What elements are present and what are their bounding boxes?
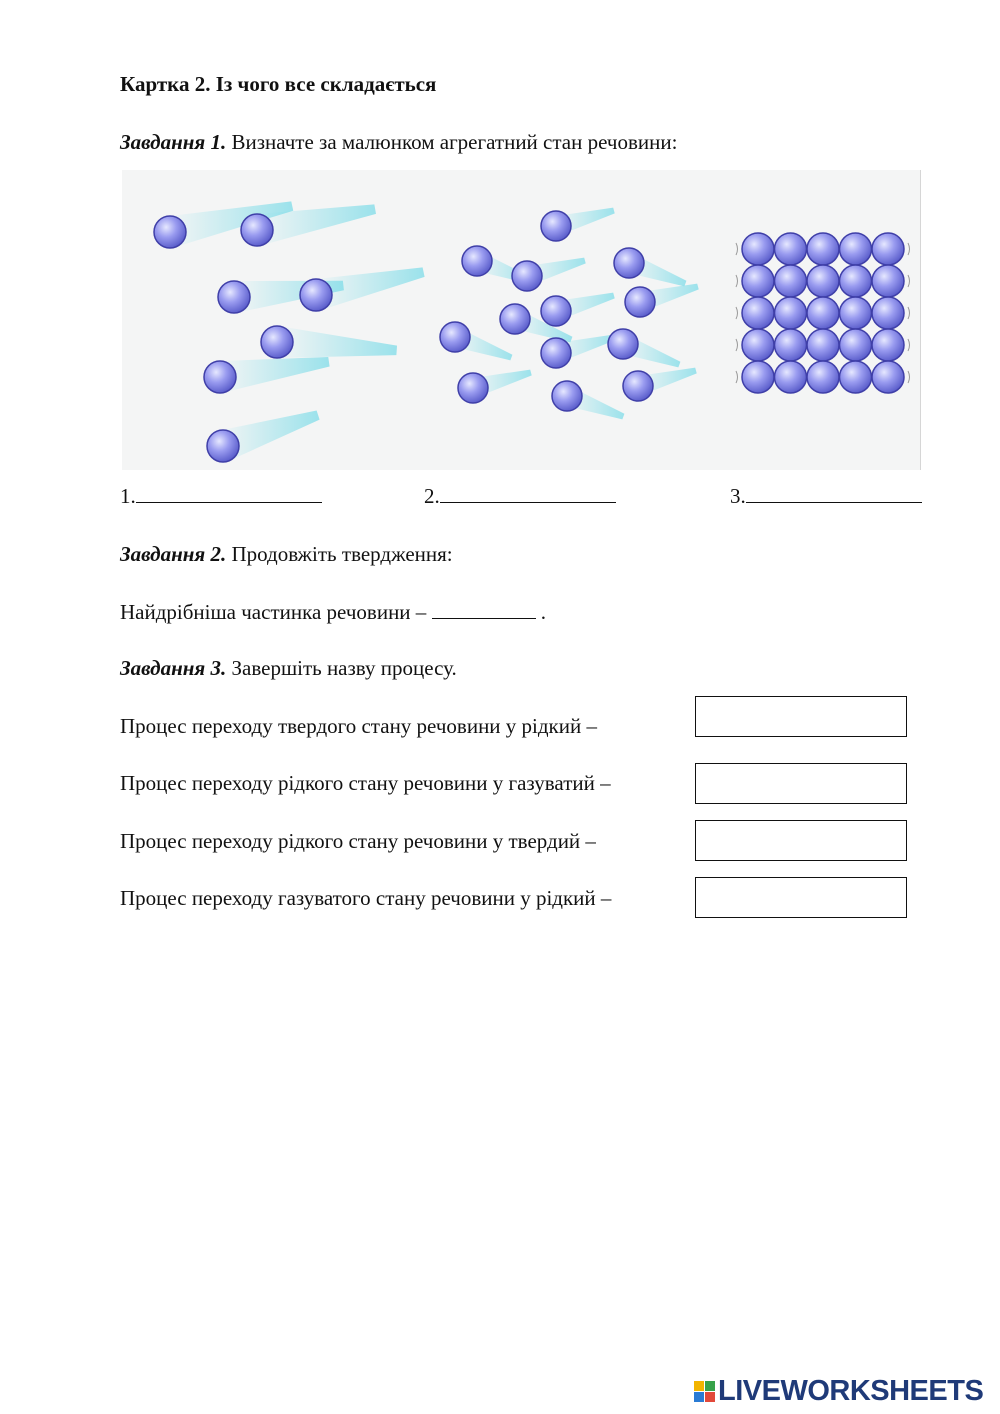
liquid-particle — [458, 373, 488, 403]
task2-heading — [120, 542, 453, 567]
blank-3-line[interactable] — [746, 484, 922, 503]
liquid-particle — [541, 338, 571, 368]
gas-trail — [276, 326, 397, 358]
vibration-mark — [908, 243, 910, 255]
blank-1-line[interactable] — [136, 484, 322, 503]
liquid-particle — [440, 322, 470, 352]
process-item-3: Процес переходу рідкого стану речовини у твердий – — [120, 829, 596, 853]
liquid-particle — [552, 381, 582, 411]
vibration-mark — [736, 371, 738, 383]
solid-particle — [807, 297, 839, 329]
blank-3-number: 3. — [730, 484, 746, 508]
logo-text: LIVEWORKSHEETS — [718, 1374, 984, 1407]
solid-particle — [872, 329, 904, 361]
solid-particle — [872, 265, 904, 297]
gas-particle — [218, 281, 250, 313]
solid-particle — [840, 233, 872, 265]
blank-2-line[interactable] — [440, 484, 616, 503]
vibration-mark — [736, 243, 738, 255]
logo-badge-icon — [694, 1381, 715, 1402]
process-answer-box-2[interactable] — [695, 763, 907, 804]
statement-blank[interactable] — [432, 600, 536, 619]
solid-particle — [807, 265, 839, 297]
task2-text: Продовжіть твердження: — [226, 542, 453, 566]
process-item-2: Процес переходу рідкого стану речовини у газуватий – — [120, 771, 611, 795]
liquid-particle — [462, 246, 492, 276]
answer-blank-1[interactable] — [120, 484, 322, 509]
task3-heading — [120, 656, 457, 681]
vibration-mark — [736, 339, 738, 351]
vibration-mark — [736, 275, 738, 287]
solid-particle — [840, 297, 872, 329]
solid-particle — [742, 233, 774, 265]
task3-text: Завершіть назву процесу. — [226, 656, 457, 680]
solid-particle — [807, 233, 839, 265]
blank-2-number: 2. — [424, 484, 440, 508]
liquid-particle — [541, 211, 571, 241]
task1-heading — [120, 130, 677, 155]
solid-particle — [807, 329, 839, 361]
solid-particle — [807, 361, 839, 393]
solid-particle — [742, 297, 774, 329]
solid-particle — [840, 361, 872, 393]
answer-blank-3[interactable] — [730, 484, 922, 509]
statement-end: . — [535, 600, 547, 624]
gas-particle — [300, 279, 332, 311]
solid-particle — [840, 265, 872, 297]
solid-particle — [775, 265, 807, 297]
vibration-mark — [736, 307, 738, 319]
solid-particle — [775, 297, 807, 329]
vibration-mark — [908, 371, 910, 383]
solid-particle — [872, 233, 904, 265]
liquid-particle — [512, 261, 542, 291]
solid-particle — [742, 265, 774, 297]
gas-particle — [154, 216, 186, 248]
solid-particle — [872, 361, 904, 393]
process-item-1: Процес переходу твердого стану речовини у рідкий – — [120, 714, 597, 738]
solid-particles-panel — [736, 233, 910, 393]
solid-particle — [742, 361, 774, 393]
process-answer-box-3[interactable] — [695, 820, 907, 861]
liquid-particle — [608, 329, 638, 359]
vibration-mark — [908, 307, 910, 319]
page-title: Картка 2. Із чого все складається — [120, 72, 437, 96]
solid-particle — [742, 329, 774, 361]
process-answer-box-4[interactable] — [695, 877, 907, 918]
states-of-matter-figure — [122, 170, 921, 470]
liquid-particle — [623, 371, 653, 401]
process-item-4: Процес переходу газуватого стану речовини у рідкий – — [120, 886, 612, 910]
answer-blank-2[interactable] — [424, 484, 616, 509]
liquid-particle — [625, 287, 655, 317]
solid-particle — [840, 329, 872, 361]
statement-text: Найдрібніша частинка речовини – — [120, 600, 432, 624]
liquid-particles-panel — [440, 208, 699, 420]
gas-particle — [207, 430, 239, 462]
blank-1-number: 1. — [120, 484, 136, 508]
vibration-mark — [908, 275, 910, 287]
liquid-particle — [500, 304, 530, 334]
gas-particle — [241, 214, 273, 246]
liquid-particle — [541, 296, 571, 326]
vibration-mark — [908, 339, 910, 351]
task1-label: Завдання 1. — [120, 130, 227, 154]
task2-label: Завдання 2. — [120, 542, 227, 566]
task3-label: Завдання 3. — [120, 656, 227, 680]
solid-particle — [872, 297, 904, 329]
task1-text: Визначте за малюнком агрегатний стан речовини: — [226, 130, 678, 154]
liquid-particle — [614, 248, 644, 278]
liveworksheets-logo — [694, 1376, 983, 1406]
gas-particles-panel — [154, 201, 425, 462]
gas-particle — [204, 361, 236, 393]
solid-particle — [775, 361, 807, 393]
states-of-matter-svg — [122, 170, 920, 470]
task2-statement — [120, 600, 546, 625]
solid-particle — [775, 233, 807, 265]
process-answer-box-1[interactable] — [695, 696, 907, 737]
gas-particle — [261, 326, 293, 358]
solid-particle — [775, 329, 807, 361]
